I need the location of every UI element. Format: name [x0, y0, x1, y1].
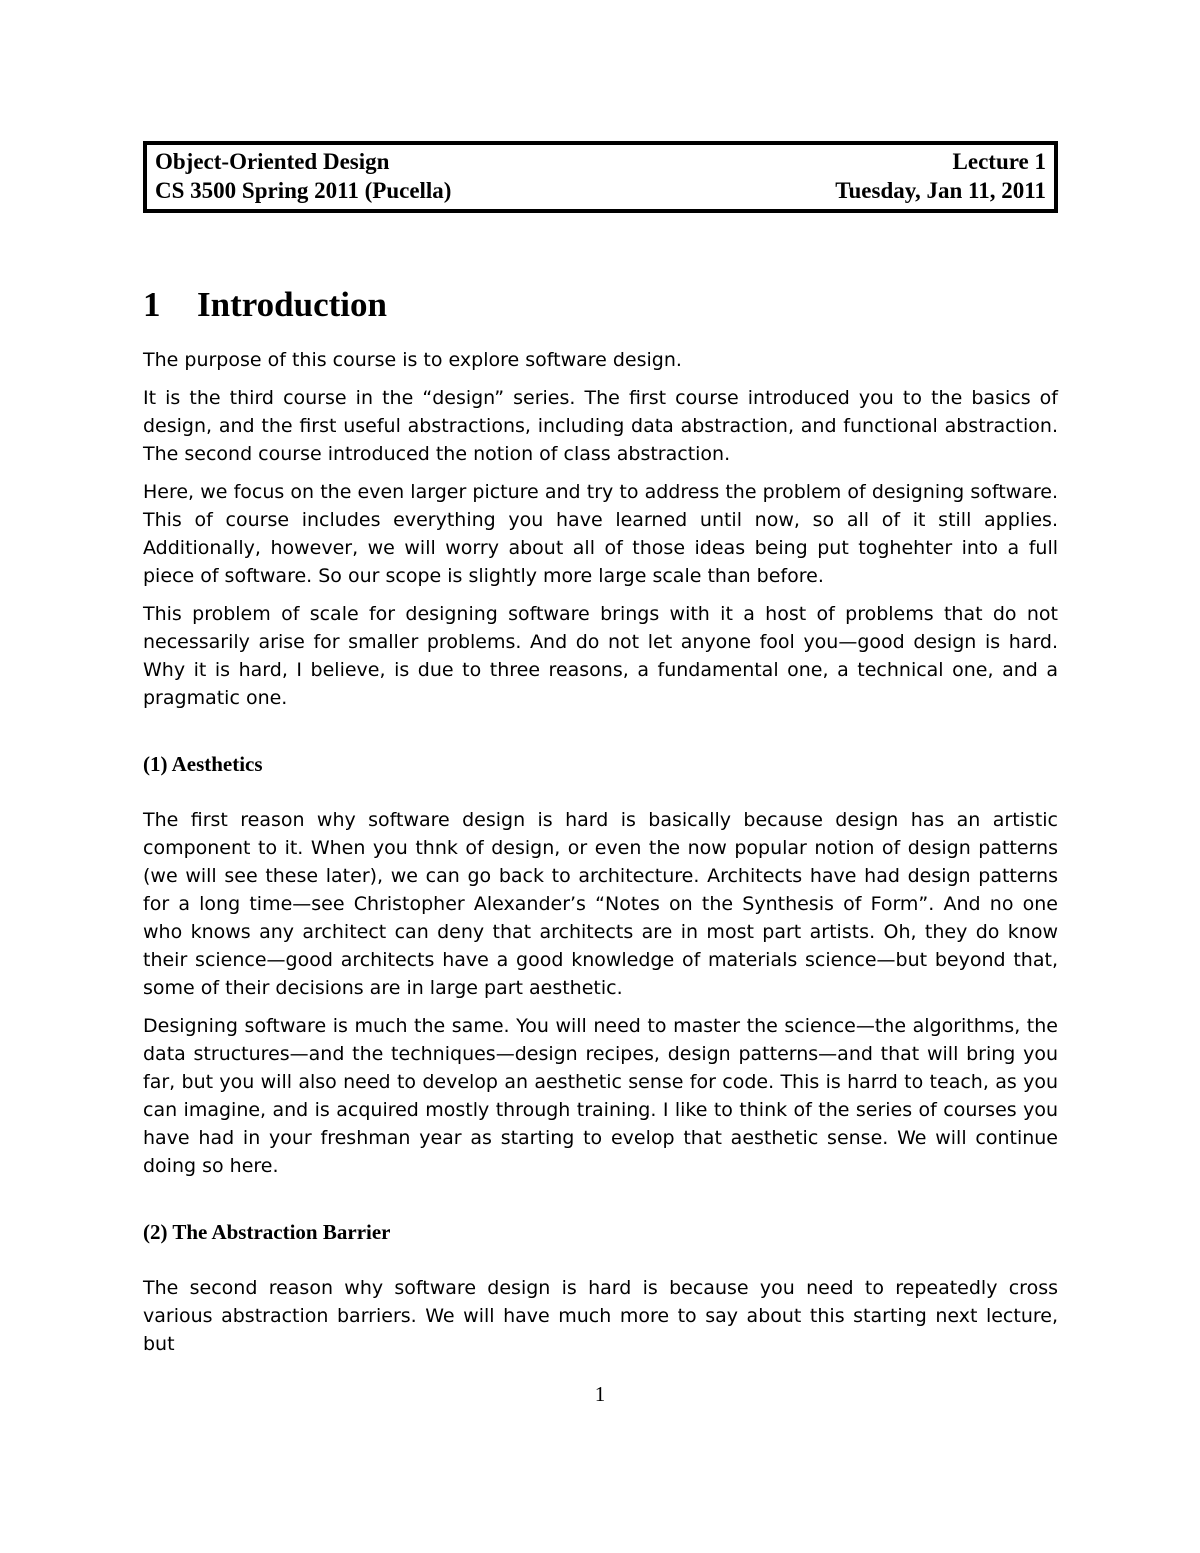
paragraph: This problem of scale for designing software brings with it a host of problems that do not necessarily arise for smaller problems. And do not let anyone fool you—good design is hard. Why it is hard, I believe, is due to three reasons, a fundamental one, a technical one, and a pragmatic one. [143, 603, 1058, 709]
lecture-number: Lecture 1 [952, 149, 1046, 174]
section-heading [143, 285, 1058, 325]
lecture-header-box [143, 141, 1058, 213]
subsection-heading-aesthetics: (1) Aesthetics [143, 752, 263, 776]
header-row-top [155, 147, 1046, 176]
lecture-date: Tuesday, Jan 11, 2011 [835, 178, 1046, 203]
subsection-heading-abstraction-barrier: (2) The Abstraction Barrier [143, 1220, 391, 1244]
paragraph: The second reason why software design is hard is because you need to repeatedly cross various abstraction barriers. We will have much more to say about this starting next lecture, but [143, 1277, 1058, 1355]
section-title: Introduction [197, 285, 387, 324]
paragraph: It is the third course in the “design” series. The first course introduced you to the basics of design, and the first useful abstractions, including data abstraction, and functional abstraction. The second course introduced the notion of class abstraction. [143, 387, 1058, 465]
paragraph: Designing software is much the same. You will need to master the science—the algorithms, the data structures—and the techniques—design recipes, design patterns—and that will bring you far, but you will also need to develop an aesthetic sense for code. This is harrd to teach, as you can imagine, and is acquired mostly through training. I like to think of the series of courses you have had in your freshman year as starting to evelop that aesthetic sense. We will continue doing so here. [143, 1015, 1058, 1177]
paragraph: Here, we focus on the even larger picture and try to address the problem of designing software. This of course includes everything you have learned until now, so all of it still applies. Additionally, however, we will worry about all of those ideas being put toghehter into a full piece of software. So our scope is slightly more large scale than before. [143, 481, 1058, 587]
course-info: CS 3500 Spring 2011 (Pucella) [155, 178, 452, 203]
document-page [143, 141, 1058, 1358]
paragraph: The purpose of this course is to explore software design. [143, 349, 682, 371]
section-number: 1 [143, 285, 161, 324]
header-row-bottom [155, 176, 1046, 205]
paragraph: The first reason why software design is hard is basically because design has an artistic component to it. When you thnk of design, or even the now popular notion of design patterns (we will see these later), we can go back to architecture. Architects have had design patterns for a long time—see Christopher Alexander’s “Notes on the Synthesis of Form”. And no one who knows any architect can deny that architects are in most part artists. Oh, they do know their science—good architects have a good knowledge of materials science—but beyond that, some of their decisions are in large part aesthetic. [143, 809, 1058, 999]
page-number: 1 [594, 1382, 606, 1406]
course-title: Object-Oriented Design [155, 149, 390, 174]
